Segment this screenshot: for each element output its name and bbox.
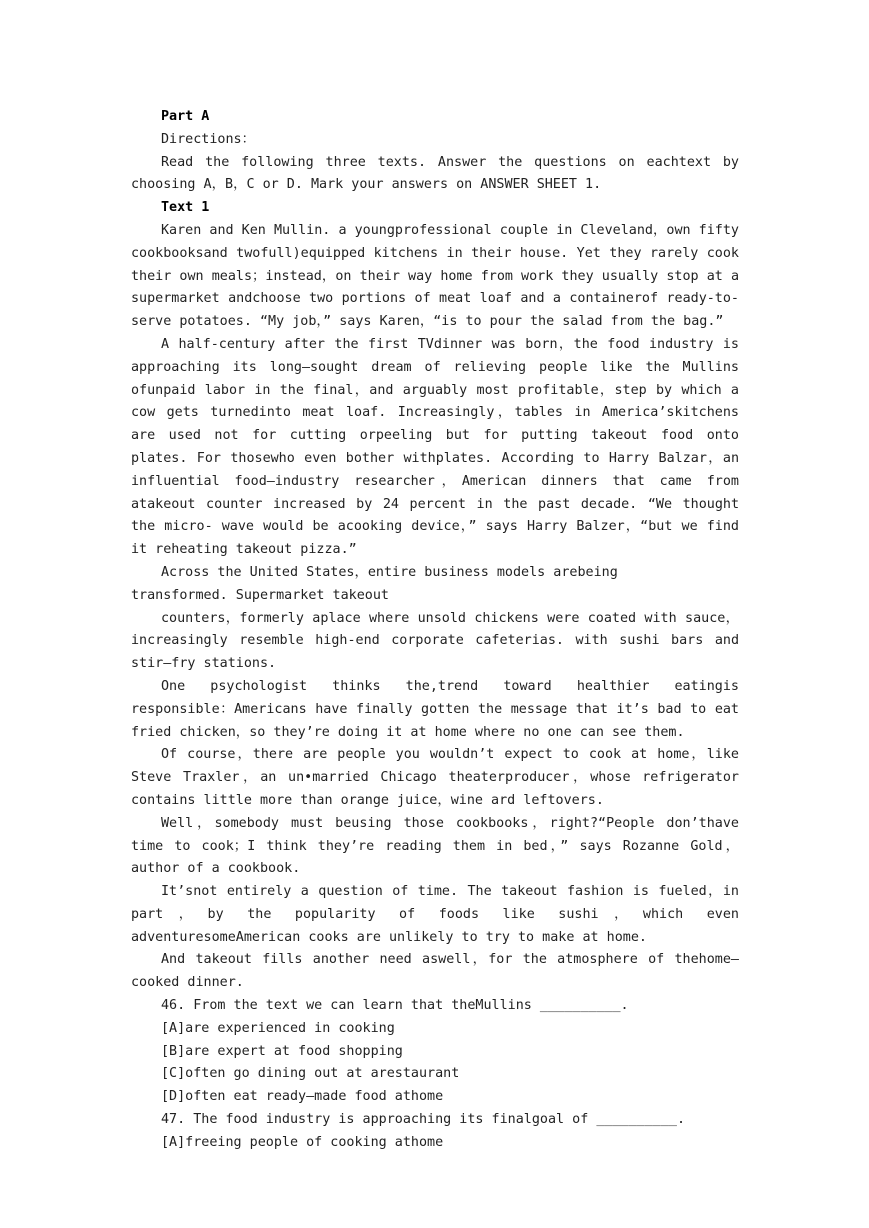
question-stem: 46. From the text we can learn that theMullins __________. (161, 998, 629, 1014)
question-option: [A]freeing people of cooking athome (161, 1134, 444, 1150)
paragraph: One psychologist thinks the,trend toward healthier eatingis responsible：Americans have finally gotten the message that it’s bad to eat fried chicken，so they’re doing it at home where no one can see them. (131, 678, 739, 740)
paragraph: Well，somebody must beusing those cookbooks，right?“People don’thave time to cook；I think they’re reading them in bed，” says Rozanne Gold，author of a cookbook. (131, 815, 739, 877)
question-stem: 47. The food industry is approaching its finalgoal of __________. (161, 1112, 686, 1128)
paragraph: counters，formerly aplace where unsold chickens were coated with sauce，increasingly resemble high-end corporate cafeterias. with sushi bars and stir—fry stations. (131, 610, 739, 672)
question-option: [D]often eat ready—made food athome (161, 1089, 444, 1105)
part-title: Part A (161, 109, 210, 124)
question-option: [A]are experienced in cooking (161, 1020, 395, 1036)
directions-text: Read the following three texts. Answer the questions on eachtext by choosing A，B，C or D. Mark your answers on ANSWER SHEET 1. (131, 154, 739, 193)
text-title: Text 1 (161, 200, 210, 216)
paragraph: transformed. Supermarket takeout (131, 587, 389, 603)
document-page (131, 106, 739, 1155)
paragraph: A half-century after the first TVdinner was born，the food industry is approaching its long—sought dream of relieving people like the Mullins ofunpaid labor in the final，and arguably most profitable，step by which a cow gets turnedinto meat loaf. Increasingly，tables in America’skitchens are used not for cutting orpeeling but for putting takeout food onto plates. For thosewho even bother withplates. According to Harry Balzar，an influential food—industry researcher，American dinners that came from atakeout counter increased by 24 percent in the past decade. “We thought the micro- wave would be acooking device，” says Harry Balzer，“but we find it reheating takeout pizza.” (131, 336, 739, 558)
paragraph: Across the United States，entire business models arebeing (161, 564, 618, 580)
paragraph: Of course，there are people you wouldn’t expect to cook at home，like Steve Traxler，an un•married Chicago theaterproducer，whose refrigerator contains little more than orange juice，wine ard leftovers. (131, 747, 739, 808)
question-option: [C]often go dining out at arestaurant (161, 1066, 460, 1082)
directions-label: Directions： (161, 131, 256, 147)
paragraph: Karen and Ken Mullin. a youngprofessional couple in Cleveland，own fifty cookbooksand twofull)equipped kitchens in their house. Yet they rarely cook their own meals；instead，on their way home from work they usually stop at a supermarket andchoose two portions of meat loaf and a containerof ready-to-serve potatoes. “My job，” says Karen，“is to pour the salad from the bag.” (131, 222, 739, 330)
question-option: [B]are expert at food shopping (161, 1043, 403, 1059)
paragraph: It’snot entirely a question of time. The takeout fashion is fueled，in part，by the popularity of foods like sushi，which even adventuresomeAmerican cooks are unlikely to try to make at home. (131, 884, 739, 945)
paragraph: And takeout fills another need aswell，for the atmosphere of thehome—cooked dinner. (131, 952, 739, 991)
